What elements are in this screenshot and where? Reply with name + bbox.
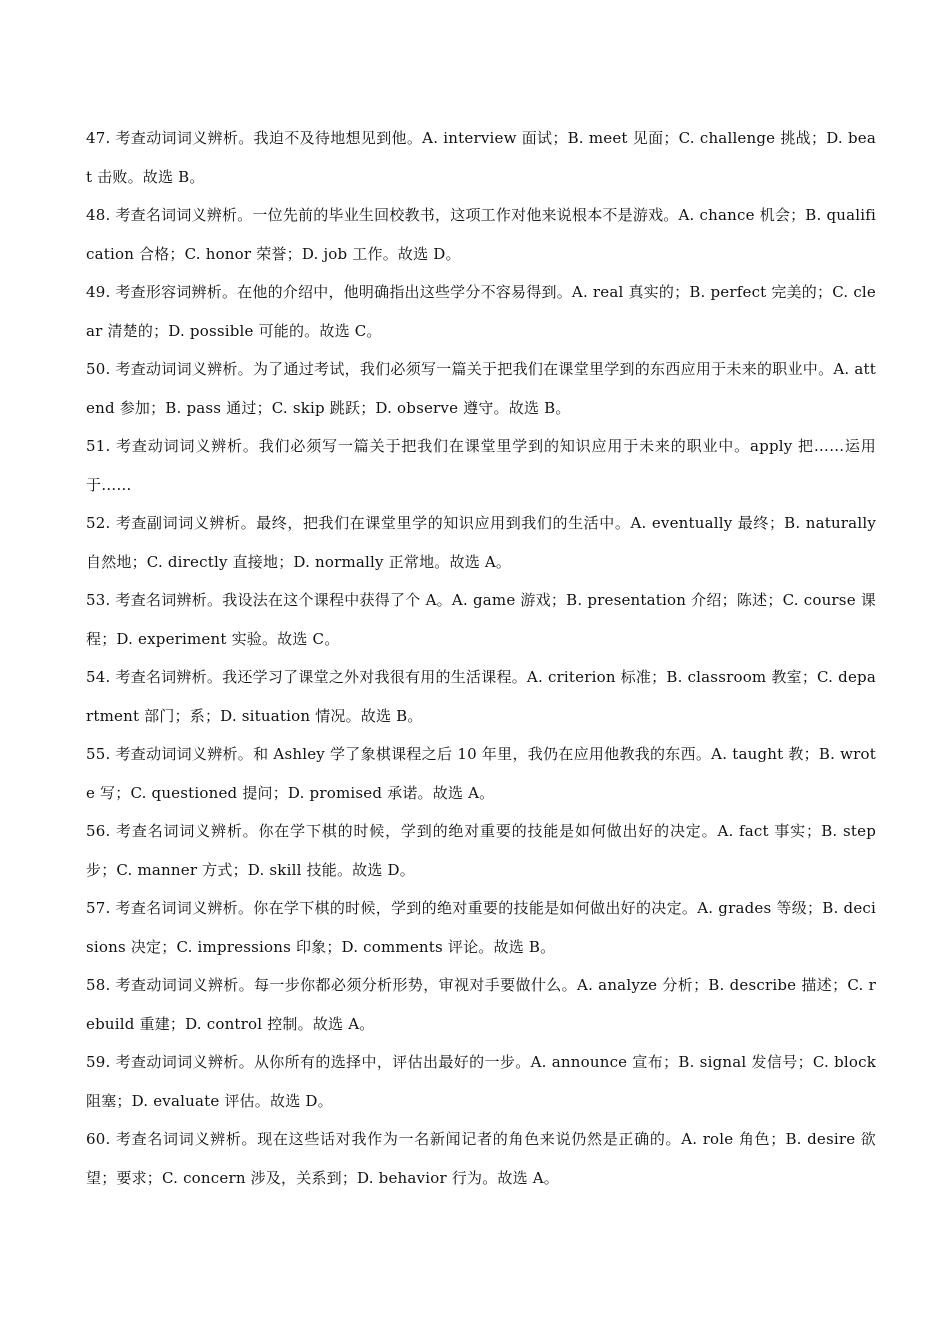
explanation-52: 52. 考查副词词义辨析。最终，把我们在课堂里学的知识应用到我们的生活中。A. eventually 最终；B. naturally 自然地；C. directly 直接地；D. normally 正常地。故选 A。 [86, 514, 876, 571]
explanation-56: 56. 考查名词词义辨析。你在学下棋的时候，学到的绝对重要的技能是如何做出好的决定。A. fact 事实；B. step 步；C. manner 方式；D. skill 技能。故选 D。 [86, 822, 876, 879]
explanation-53: 53. 考查名词辨析。我设法在这个课程中获得了个 A。A. game 游戏；B. presentation 介绍；陈述；C. course 课程；D. experiment 实验。故选 C。 [86, 591, 876, 648]
explanation-51: 51. 考查动词词义辨析。我们必须写一篇关于把我们在课堂里学到的知识应用于未来的职业中。apply 把……运用于…… [86, 437, 876, 494]
explanation-47: 47. 考查动词词义辨析。我迫不及待地想见到他。A. interview 面试；B. meet 见面；C. challenge 挑战；D. beat 击败。故选 B。 [86, 129, 876, 186]
explanation-49: 49. 考查形容词辨析。在他的介绍中，他明确指出这些学分不容易得到。A. real 真实的；B. perfect 完美的；C. clear 清楚的；D. possible 可能的。故选 C。 [86, 283, 876, 340]
explanation-50: 50. 考查动词词义辨析。为了通过考试，我们必须写一篇关于把我们在课堂里学到的东西应用于未来的职业中。A. attend 参加；B. pass 通过；C. skip 跳跃；D. observe 遵守。故选 B。 [86, 360, 876, 417]
explanation-59: 59. 考查动词词义辨析。从你所有的选择中，评估出最好的一步。A. announce 宣布；B. signal 发信号；C. block 阻塞；D. evaluate 评估。故选 D。 [86, 1053, 876, 1110]
explanation-58: 58. 考查动词词义辨析。每一步你都必须分析形势，审视对手要做什么。A. analyze 分析；B. describe 描述；C. rebuild 重建；D. control 控制。故选 A。 [86, 976, 876, 1033]
explanation-60: 60. 考查名词词义辨析。现在这些话对我作为一名新闻记者的角色来说仍然是正确的。A. role 角色；B. desire 欲望；要求；C. concern 涉及，关系到；D. behavior 行为。故选 A。 [86, 1130, 876, 1187]
explanation-55: 55. 考查动词词义辨析。和 Ashley 学了象棋课程之后 10 年里，我仍在应用他教我的东西。A. taught 教；B. wrote 写；C. questioned 提问；D. promised 承诺。故选 A。 [86, 745, 876, 802]
explanation-54: 54. 考查名词辨析。我还学习了课堂之外对我很有用的生活课程。A. criterion 标准；B. classroom 教室；C. department 部门；系；D. situation 情况。故选 B。 [86, 668, 876, 725]
explanation-48: 48. 考查名词词义辨析。一位先前的毕业生回校教书，这项工作对他来说根本不是游戏。A. chance 机会；B. qualification 合格；C. honor 荣誉；D. job 工作。故选 D。 [86, 206, 876, 263]
explanation-57: 57. 考查名词词义辨析。你在学下棋的时候，学到的绝对重要的技能是如何做出好的决定。A. grades 等级；B. decisions 决定；C. impressions 印象；D. comments 评论。故选 B。 [86, 899, 876, 956]
answer-explanations [86, 119, 876, 1197]
